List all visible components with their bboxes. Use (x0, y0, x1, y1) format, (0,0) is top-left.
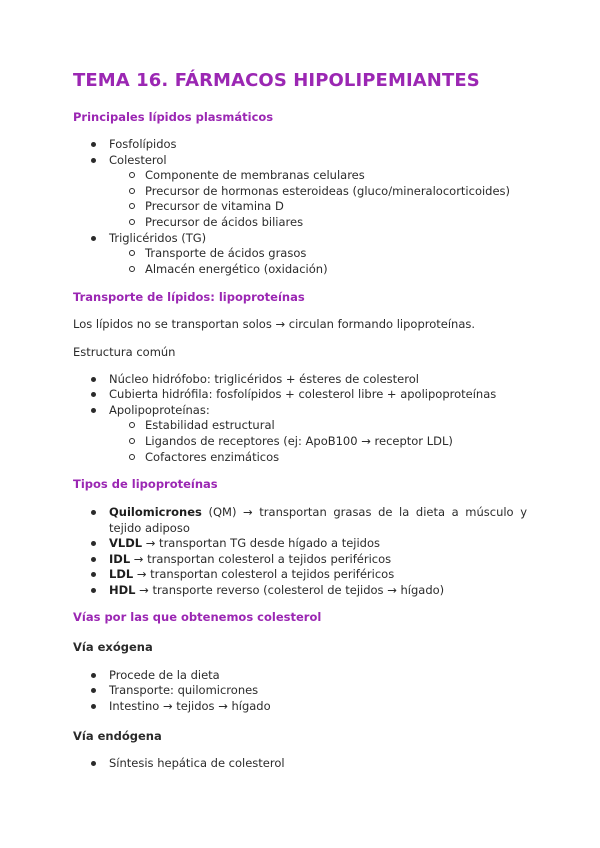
list-item: Núcleo hidrófobo: triglicéridos + ésteres de colesterol (109, 372, 419, 386)
list-item-hdl (109, 583, 444, 597)
term-text: (QM) → transportan grasas de la dieta a músculo y tejido adiposo (109, 505, 527, 535)
sub-list-item: Ligandos de receptores (ej: ApoB100 → receptor LDL) (145, 434, 453, 448)
list-item-qm (109, 505, 527, 536)
sub-list-item: Precursor de hormonas esteroideas (gluco/mineralocorticoides) (145, 184, 511, 198)
term-text: → transportan colesterol a tejidos periféricos (133, 567, 395, 581)
list-item: Procede de la dieta (109, 668, 220, 682)
section-heading-lipidos: Principales lípidos plasmáticos (73, 110, 274, 124)
list-item: Apolipoproteínas: (109, 403, 210, 417)
list-item: Colesterol (109, 153, 167, 167)
list-item-idl (109, 552, 391, 566)
list-item-vldl (109, 536, 380, 550)
section-heading-tipos: Tipos de lipoproteínas (73, 477, 218, 491)
term: Quilomicrones (109, 505, 202, 519)
subheading-exogena: Vía exógena (73, 640, 153, 654)
term-text: → transporte reverso (colesterol de tejidos → hígado) (135, 583, 445, 597)
page-title: TEMA 16. FÁRMACOS HIPOLIPEMIANTES (73, 70, 480, 91)
list-item: Transporte: quilomicrones (109, 683, 259, 697)
list-item: Fosfolípidos (109, 137, 177, 151)
term-text: → transportan TG desde hígado a tejidos (142, 536, 380, 550)
sub-list-item: Precursor de ácidos biliares (145, 215, 304, 229)
term-text: → transportan colesterol a tejidos periféricos (130, 552, 392, 566)
list-item: Triglicéridos (TG) (109, 231, 207, 245)
list-item: Síntesis hepática de colesterol (109, 756, 285, 770)
sub-list-item: Estabilidad estructural (145, 418, 275, 432)
term: HDL (109, 583, 136, 597)
paragraph-label: Estructura común (73, 345, 176, 359)
sub-list-item: Transporte de ácidos grasos (145, 246, 307, 260)
term: VLDL (109, 536, 143, 550)
section-heading-transporte: Transporte de lípidos: lipoproteínas (73, 290, 305, 304)
sub-list-item: Almacén energético (oxidación) (145, 262, 328, 276)
sub-list-item: Cofactores enzimáticos (145, 450, 280, 464)
term: LDL (109, 567, 134, 581)
sub-list-item: Precursor de vitamina D (145, 199, 284, 213)
list-item-ldl (109, 567, 394, 581)
paragraph: Los lípidos no se transportan solos → circulan formando lipoproteínas. (73, 317, 476, 331)
section-heading-vias: Vías por las que obtenemos colesterol (73, 610, 322, 624)
subheading-endogena: Vía endógena (73, 729, 162, 743)
term: IDL (109, 552, 131, 566)
list-item: Intestino → tejidos → hígado (109, 699, 271, 713)
list-item: Cubierta hidrófila: fosfolípidos + colesterol libre + apolipoproteínas (109, 387, 497, 401)
sub-list-item: Componente de membranas celulares (145, 168, 365, 182)
